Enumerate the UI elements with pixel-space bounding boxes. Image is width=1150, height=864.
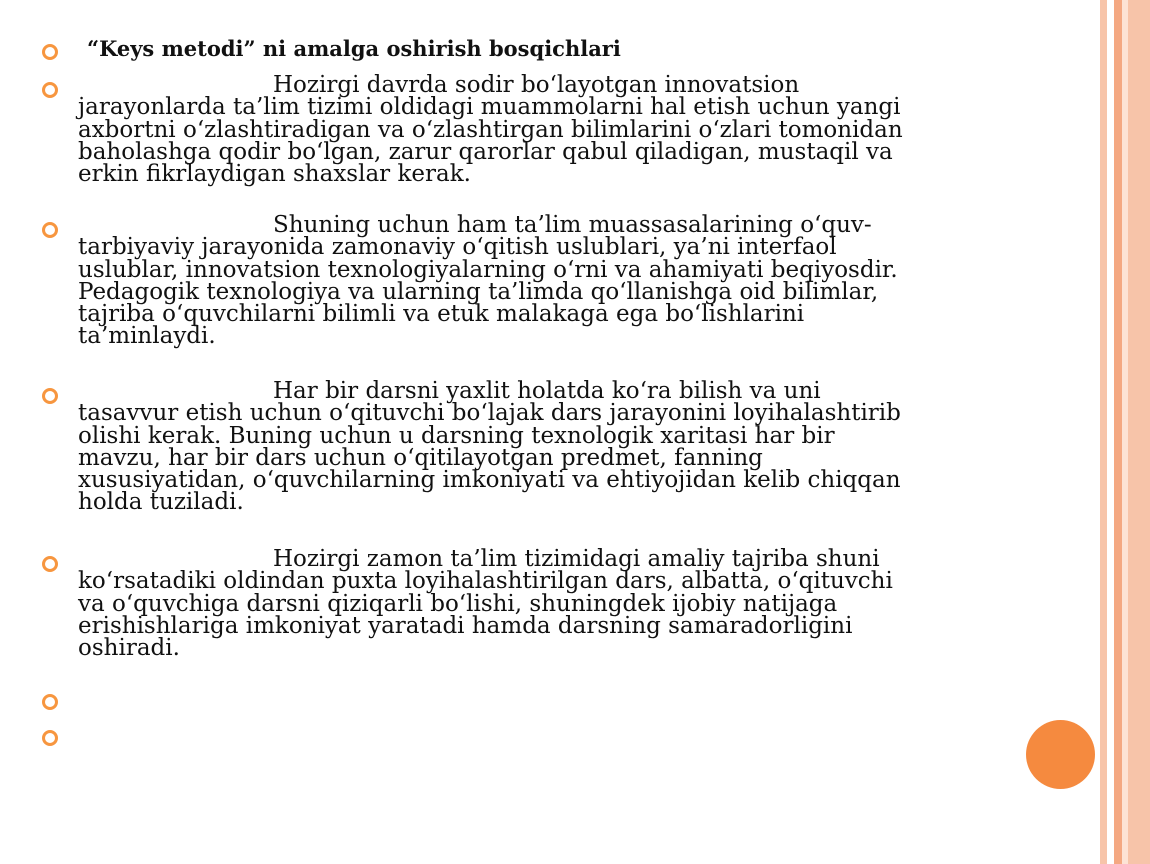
bullet-circle-icon (42, 44, 58, 60)
paragraph-line: ko‘rsatadiki oldindan puxta loyihalashtirilgan dars, albatta, o‘qituvchi (78, 568, 893, 595)
paragraph-3 (78, 380, 998, 514)
paragraph-line: baholashga qodir bo‘lgan, zarur qarorlar qabul qiladigan, mustaqil va (78, 138, 893, 165)
decor-stripe-5 (1128, 0, 1150, 864)
paragraph-line: Pedagogik texnologiya va ularning ta’limda qo‘llanishga oid bilimlar, (78, 278, 879, 305)
decor-stripe-1 (1100, 0, 1107, 864)
paragraph-line: oshiradi. (78, 635, 180, 662)
paragraph-line: ta’minlaydi. (78, 323, 216, 350)
paragraph-line: axbortni o‘zlashtiradigan va o‘zlashtirgan bilimlarini o‘zlari tomonidan (78, 116, 903, 143)
paragraph-line: tarbiyaviy jarayonida zamonaviy o‘qitish uslublari, ya’ni interfaol (78, 234, 837, 261)
paragraph-1 (78, 72, 998, 188)
slide-heading: “Keys metodi” ni amalga oshirish bosqichlari (87, 36, 621, 61)
decor-stripe-3 (1114, 0, 1122, 864)
bullet-circle-icon (42, 82, 58, 98)
bullet-circle-icon (42, 694, 58, 710)
bullet-circle-icon (42, 556, 58, 572)
paragraph-line: tajriba o‘quvchilarni bilimli va etuk malakaga ega bo‘lishlarini (78, 301, 805, 328)
paragraph-line: Hozirgi davrda sodir bo‘layotgan innovatsion (273, 72, 800, 98)
paragraph-line: olishi kerak. Buning uchun u darsning texnologik xaritasi har bir (78, 422, 835, 449)
paragraph-line: mavzu, har bir dars uchun o‘qitilayotgan predmet, fanning (78, 444, 763, 471)
bullet-circle-icon (42, 730, 58, 746)
paragraph-line: va o‘quvchiga darsni qiziqarli bo‘lishi, shuningdek ijobiy natijaga (78, 590, 838, 617)
paragraph-line: uslublar, innovatsion texnologiyalarning o‘rni va ahamiyati beqiyosdir. (78, 256, 898, 283)
paragraph-line: Hozirgi zamon ta’lim tizimidagi amaliy tajriba shuni (273, 546, 880, 572)
paragraph-line: jarayonlarda ta’lim tizimi oldidagi muammolarni hal etish uchun yangi (78, 94, 901, 121)
paragraph-line: tasavvur etish uchun o‘qituvchi bo‘lajak dars jarayonini loyihalashtirib (78, 400, 901, 427)
bullet-circle-icon (42, 388, 58, 404)
bullet-circle-icon (42, 222, 58, 238)
paragraph-line: holda tuziladi. (78, 489, 244, 516)
paragraph-line: erishishlariga imkoniyat yaratadi hamda darsning samaradorligini (78, 612, 853, 639)
paragraph-line: xususiyatidan, o‘quvchilarning imkoniyati va ehtiyojidan kelib chiqqan (78, 467, 901, 494)
paragraph-line: Shuning uchun ham ta’lim muassasalarining o‘quv- (273, 212, 872, 238)
paragraph-line: erkin fikrlaydigan shaxslar kerak. (78, 161, 471, 188)
paragraph-2 (78, 214, 998, 348)
decor-stripe-2 (1107, 0, 1114, 864)
paragraph-4 (78, 546, 998, 662)
paragraph-line: Har bir darsni yaxlit holatda ko‘ra bilish va uni (273, 378, 821, 404)
